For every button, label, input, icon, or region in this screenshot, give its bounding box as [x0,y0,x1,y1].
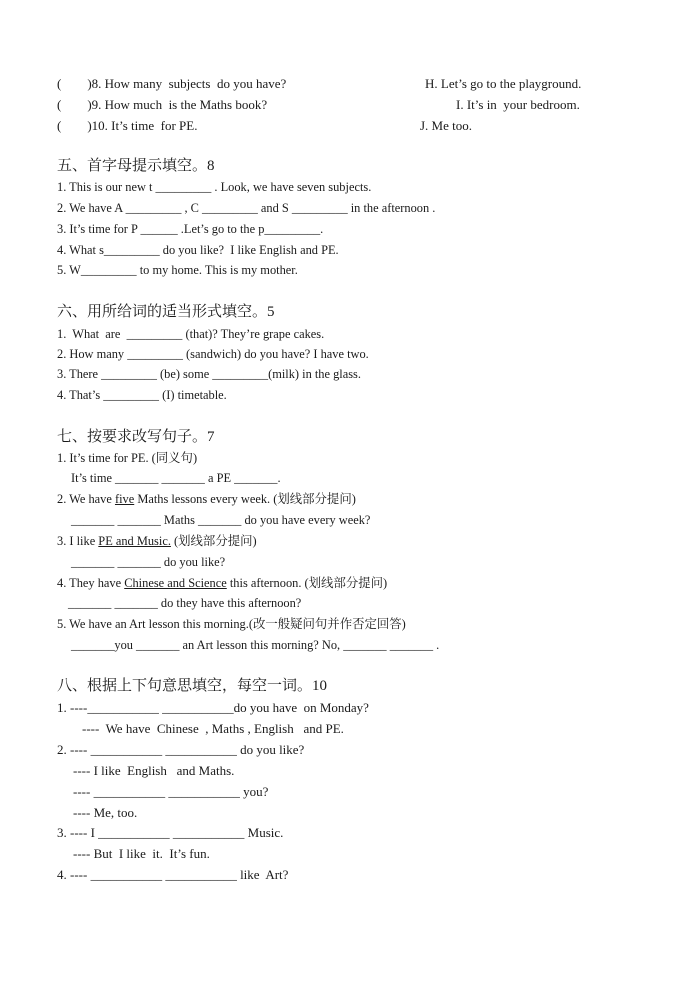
match-right-i: I. It’s in your bedroom. [456,97,580,112]
section-7-heading: 七、按要求改写句子。7 [57,429,215,445]
s7-a5: _______you _______ an Art lesson this morning? No, _______ _______ . [71,638,440,652]
s8-line-6: ---- Me, too. [73,805,138,820]
match-right-h: H. Let’s go to the playground. [425,76,582,91]
s6-item-2: 2. How many _________ (sandwich) do you have? I have two. [57,347,369,361]
section-8-heading: 八、根据上下句意思填空，每空一词。10 [57,678,328,694]
s7-q3: 3. I like PE and Music. (划线部分提问) [57,534,257,548]
s5-item-4: 4. What s_________ do you like? I like English and PE. [57,243,339,257]
s7-a1: It’s time _______ _______ a PE _______. [71,471,281,485]
match-left-9: ( )9. How much is the Maths book? [57,97,268,112]
match-right-j: J. Me too. [420,118,472,133]
s8-line-4: ---- I like English and Maths. [73,763,235,778]
s8-line-2: ---- We have Chinese , Maths , English and PE. [82,721,344,736]
section-5-heading: 五、首字母提示填空。8 [57,158,215,174]
s8-line-9: 4. ---- ___________ ___________ like Art? [57,867,289,882]
s5-item-3: 3. It’s time for P ______ .Let’s go to the p_________. [57,222,324,236]
s8-line-7: 3. ---- I ___________ ___________ Music. [57,825,284,840]
s8-line-3: 2. ---- ___________ ___________ do you like? [57,742,305,757]
s7-q2: 2. We have five Maths lessons every week. (划线部分提问) [57,492,356,506]
s7-q4: 4. They have Chinese and Science this afternoon. (划线部分提问) [57,576,388,590]
s6-item-3: 3. There _________ (be) some _________(milk) in the glass. [57,367,361,381]
s8-line-5: ---- ___________ ___________ you? [73,784,269,799]
s7-a4: _______ _______ do they have this afternoon? [68,596,302,610]
s5-item-5: 5. W_________ to my home. This is my mother. [57,263,298,277]
s7-a3: _______ _______ do you like? [71,555,226,569]
s7-q5: 5. We have an Art lesson this morning.(改一般疑问句并作否定回答) [57,617,406,631]
s7-q4-underlined: Chinese and Science [124,576,227,590]
match-left-8: ( )8. How many subjects do you have? [57,76,287,91]
s5-item-2: 2. We have A _________ , C _________ and S _________ in the afternoon . [57,201,436,215]
match-left-10: ( )10. It’s time for PE. [57,118,198,133]
s7-a2: _______ _______ Maths _______ do you have every week? [71,513,371,527]
s8-line-8: ---- But I like it. It’s fun. [73,846,210,861]
s7-q1: 1. It’s time for PE. (同义句) [57,451,198,465]
s7-q2-underlined: five [114,492,135,506]
section-6-heading: 六、用所给词的适当形式填空。5 [57,304,275,320]
s6-item-4: 4. That’s _________ (I) timetable. [57,388,227,402]
s7-q3-underlined: PE and Music. [98,534,171,548]
s5-item-1: 1. This is our new t _________ . Look, we have seven subjects. [57,180,372,194]
s6-item-1: 1. What are _________ (that)? They’re grape cakes. [57,327,325,341]
s8-line-1: 1. ----___________ ___________do you have on Monday? [57,700,369,715]
